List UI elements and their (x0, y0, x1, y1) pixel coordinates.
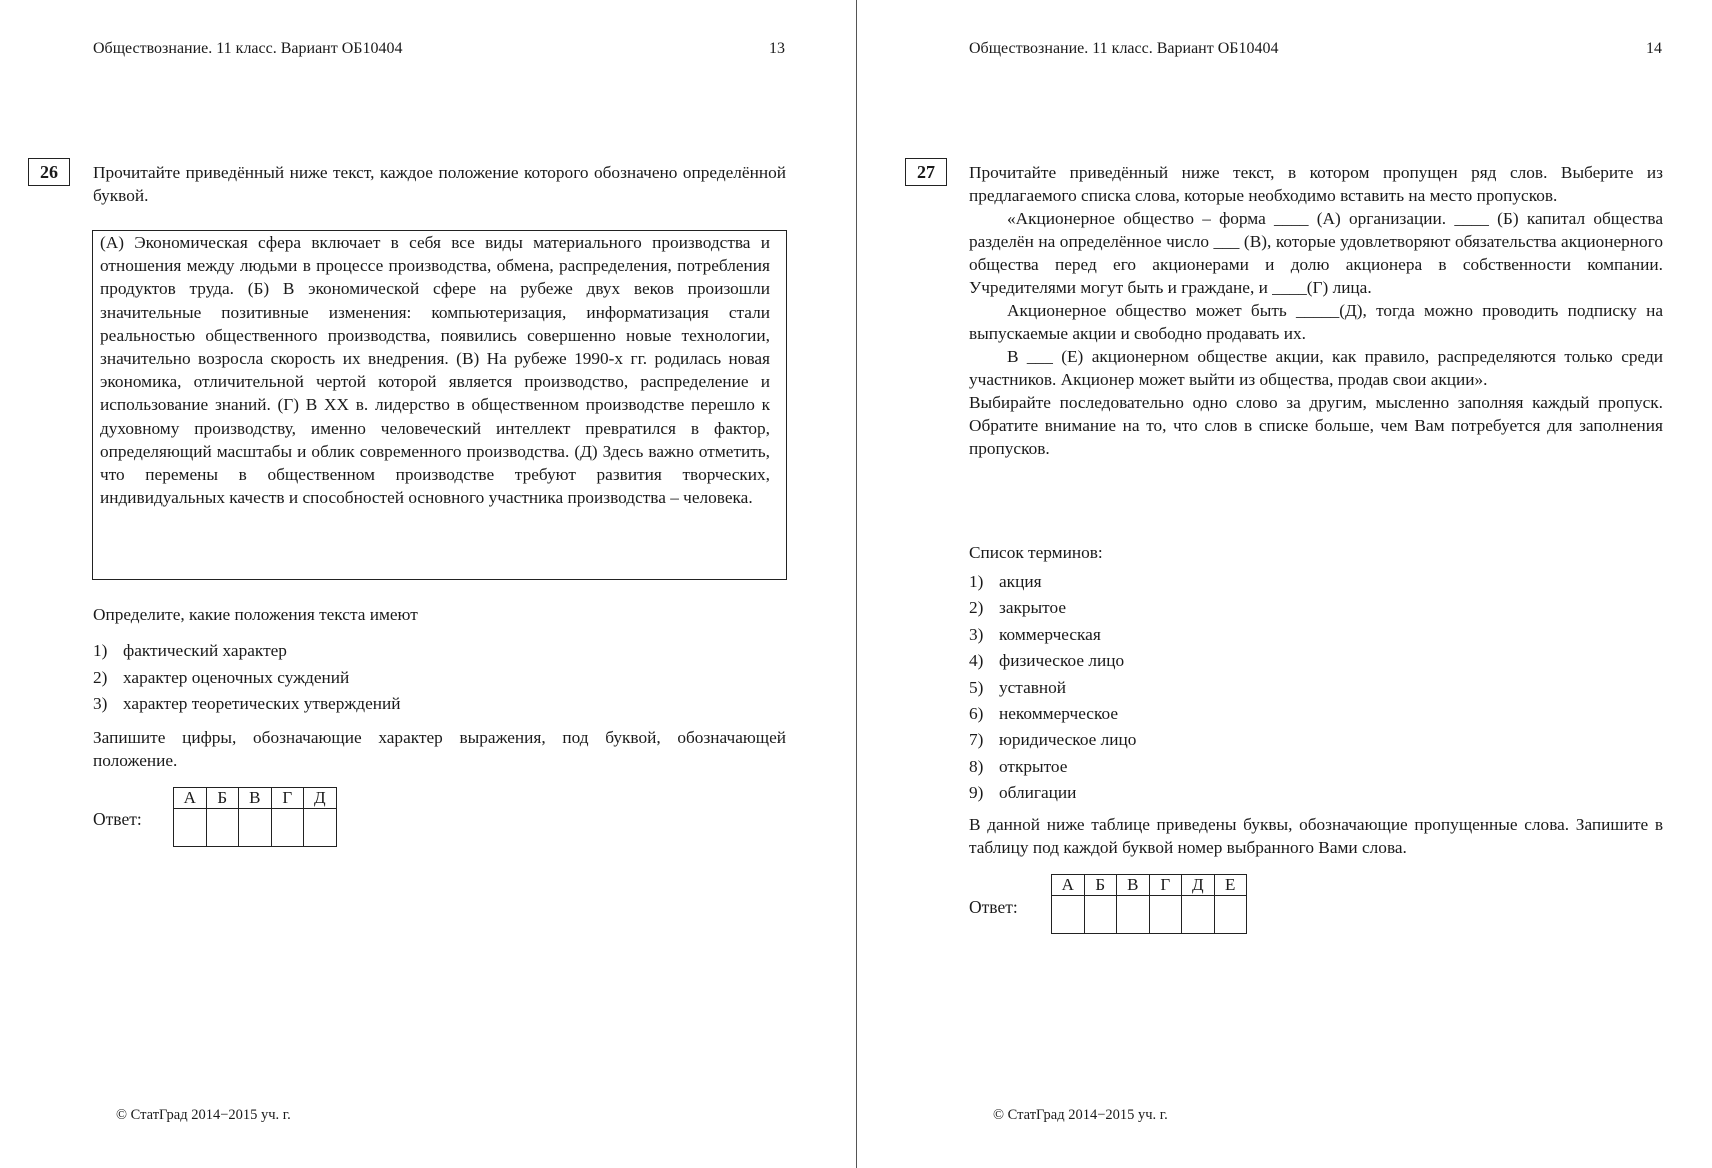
instruction-text: В данной ниже таблице приведены буквы, обозначающие пропущенные слова. Запишите в таблицу под каждой буквой номер выбранного Вами слова. (969, 815, 1663, 857)
list-item: 2) характер оценочных суждений (93, 667, 350, 687)
list-item: 8) открытое (969, 756, 1068, 776)
list-item: 1) фактический характер (93, 641, 287, 660)
table-header-cell: В (239, 788, 272, 809)
answer-cell[interactable] (1084, 896, 1117, 934)
task-intro: Прочитайте приведённый ниже текст, каждое положение которого обозначено определённой буквой. (93, 163, 786, 205)
answer-label: Ответ: (93, 809, 142, 829)
table-header-cell: А (174, 788, 207, 809)
answer-cell[interactable] (239, 809, 272, 847)
source-text-box (92, 230, 787, 580)
answer-cell[interactable] (1149, 896, 1182, 934)
list-item: 5) уставной (969, 677, 1067, 697)
list-item: 4) физическое лицо (969, 651, 1125, 671)
page-header: Обществознание. 11 класс. Вариант ОБ10404 (969, 40, 1279, 57)
footer-copyright: © СтатГрад 2014−2015 уч. г. (116, 1107, 291, 1123)
page-number: 14 (1646, 40, 1662, 57)
source-text: (А) Экономическая сфера включает в себя все виды материального производства и отношения между людьми в процессе производства, обмена, распределения, потребления продуктов труда. (Б) В экономической сфере на рубеже двух веков произошли значительные позитивные изменения: компьютеризация, информатизация стали реальностью общественного производства, появились совершенно новые технологии, значительно возросла скорость их внедрения. (В) На рубеже 1990-х гг. родилась новая экономика, отличительной чертой которой является производство, распределение и использование знаний. (Г) В XX в. лидерство в общественном производстве перешло к духовному производству, именно человеческий интеллект превратился в фактор, определяющий масштабы и облик современного производства. (Д) Здесь важно отметить, что перемены в общественном производстве требуют развития творческих, индивидуальных качеств и способностей основного участника производства – человека. (100, 233, 770, 508)
question-text: Определите, какие положения текста имеют (93, 605, 418, 624)
page-header: Обществознание. 11 класс. Вариант ОБ10404 (93, 40, 403, 57)
table-header-cell: Д (1182, 875, 1215, 896)
list-item: 3) характер теоретических утверждений (93, 694, 401, 713)
terms-list (969, 569, 1663, 807)
answer-cell[interactable] (271, 809, 304, 847)
table-header-cell: Г (1149, 875, 1182, 896)
table-header-cell: Б (1084, 875, 1117, 896)
answer-cell[interactable] (1214, 896, 1247, 934)
answer-cell[interactable] (1052, 896, 1085, 934)
table-header-cell: Б (206, 788, 239, 809)
task-number: 26 (28, 158, 70, 186)
answer-cell[interactable] (1182, 896, 1215, 934)
task-intro: Прочитайте приведённый ниже текст, в котором пропущен ряд слов. Выберите из предлагаемого списка слова, которые необходимо вставить на место пропусков. (969, 163, 1663, 205)
list-item: 9) облигации (969, 783, 1077, 803)
fill-text-paragraph: «Акционерное общество – форма ____ (А) организации. ____ (Б) капитал общества разделён на определённое число ___ (В), которые удовлетворяют обязательства акционерного общества перед его акционерами и долю акционера в собственности компании. Учредителями могут быть и граждане, и ____(Г) лица. (969, 209, 1663, 297)
answer-cell[interactable] (304, 809, 337, 847)
list-item: 3) коммерческая (969, 624, 1101, 644)
answer-label: Ответ: (969, 897, 1018, 917)
list-item: 2) закрытое (969, 598, 1066, 618)
answer-table (173, 787, 337, 847)
table-header-cell: Д (304, 788, 337, 809)
table-header-cell: Е (1214, 875, 1247, 896)
table-header-cell: В (1117, 875, 1150, 896)
fill-text-paragraph: В ___ (Е) акционерном обществе акции, как правило, распределяются только среди участников. Акционер может выйти из общества, продав свои акции». (969, 347, 1663, 389)
answer-cell[interactable] (174, 809, 207, 847)
table-header-cell: Г (271, 788, 304, 809)
list-item: 7) юридическое лицо (969, 730, 1137, 750)
page-number: 13 (769, 40, 785, 57)
page-14 (857, 0, 1712, 1168)
fill-text-paragraph: Акционерное общество может быть _____(Д), тогда можно проводить подписку на выпускаемые акции и свободно продавать их. (969, 301, 1663, 343)
table-header-cell: А (1052, 875, 1085, 896)
answer-cell[interactable] (1117, 896, 1150, 934)
answer-table (1051, 874, 1247, 934)
task-number: 27 (905, 158, 947, 186)
list-item: 1) акция (969, 572, 1042, 591)
instruction-text: Выбирайте последовательно одно слово за другим, мысленно заполняя каждый пропуск. Обратите внимание на то, что слов в списке больше, чем Вам потребуется для заполнения пропусков. (969, 393, 1663, 458)
answer-cell[interactable] (206, 809, 239, 847)
instruction-text: Запишите цифры, обозначающие характер выражения, под буквой, обозначающей положение. (93, 728, 786, 770)
list-item: 6) некоммерческое (969, 704, 1119, 724)
footer-copyright: © СтатГрад 2014−2015 уч. г. (993, 1107, 1168, 1123)
terms-title: Список терминов: (969, 543, 1103, 562)
task-body (969, 161, 1663, 460)
options-list (93, 638, 786, 718)
